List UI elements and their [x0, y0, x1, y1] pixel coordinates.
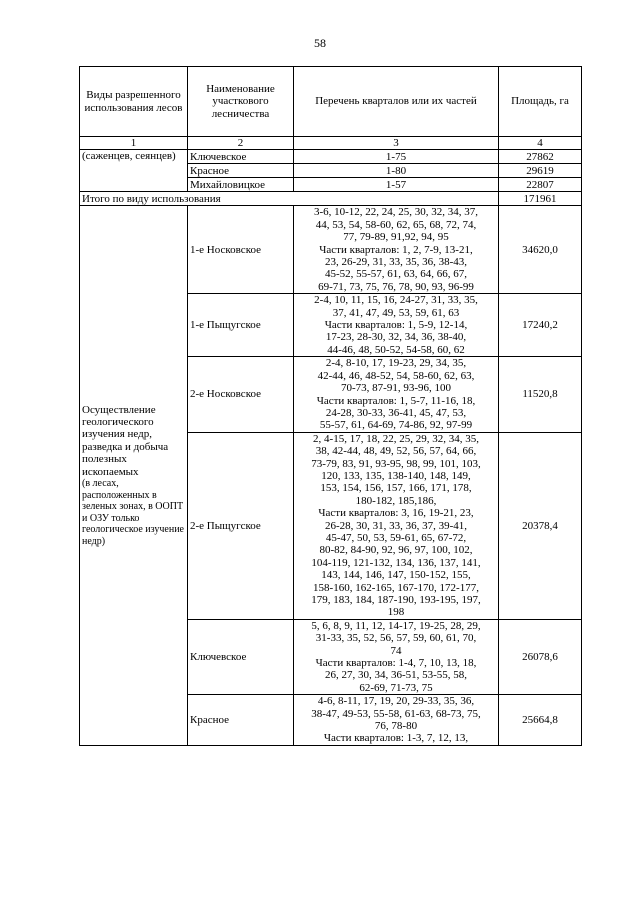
table-header-row	[80, 67, 582, 137]
forestry-name: Красное	[188, 695, 294, 746]
usage-type-cell	[80, 206, 188, 745]
forestry-name: Ключевское	[188, 150, 294, 164]
column-number-row	[80, 137, 582, 150]
header-quarters: Перечень кварталов или их частей	[294, 67, 499, 137]
area-value: 22807	[499, 178, 582, 192]
quarters-list: 2, 4-15, 17, 18, 22, 25, 29, 32, 34, 35, 38, 42-44, 48, 49, 52, 56, 57, 64, 66, 73-79, 83, 91, 93-95, 98, 99, 101, 103, 120, 133, 135, 138-140, 148, 149, 153, 154, 156, 157, 166, 171, 178, 180-182, 185,186, Части кварталов: 3, 16, 19-21, 23, 26-28, 30, 31, 33, 36, 37, 39-41, 45-47, 50, 53, 59-61, 65, 67-72, 80-82, 84-90, 92, 96, 97, 100, 102, 104-119, 121-132, 134, 136, 137, 141, 143, 144, 146, 147, 150-152, 155, 158-160, 162-165, 167-170, 172-177, 179, 183, 184, 187-190, 193-195, 197, 198	[294, 432, 499, 619]
column-number: 3	[294, 137, 499, 150]
forestry-name: 1-е Носковское	[188, 206, 294, 294]
area-value: 17240,2	[499, 294, 582, 357]
usage-type-main: Осуществление геологического изучения недр, разведка и добыча полезных ископаемых	[82, 403, 169, 478]
quarters-list: 5, 6, 8, 9, 11, 12, 14-17, 19-25, 28, 29, 31-33, 35, 52, 56, 57, 59, 60, 61, 70, 74 Части кварталов: 1-4, 7, 10, 13, 18, 26, 27, 30, 34, 36-51, 53-55, 58, 62-69, 71-73, 75	[294, 619, 499, 694]
column-number: 4	[499, 137, 582, 150]
quarters-list: 1-57	[294, 178, 499, 192]
area-value: 29619	[499, 164, 582, 178]
forest-usage-table	[79, 66, 582, 746]
quarters-list: 1-80	[294, 164, 499, 178]
quarters-list: 1-75	[294, 150, 499, 164]
table-row	[80, 206, 582, 294]
usage-type-cell: (саженцев, сеянцев)	[80, 150, 188, 192]
area-value: 25664,8	[499, 695, 582, 746]
area-value: 20378,4	[499, 432, 582, 619]
area-value: 26078,6	[499, 619, 582, 694]
header-usage-type: Виды разрешенного использования лесов	[80, 67, 188, 137]
forestry-name: Михайловицкое	[188, 178, 294, 192]
forestry-name: 2-е Носковское	[188, 357, 294, 432]
area-value: 11520,8	[499, 357, 582, 432]
column-number: 1	[80, 137, 188, 150]
forestry-name: Красное	[188, 164, 294, 178]
page-number: 58	[314, 36, 326, 50]
subtotal-row	[80, 192, 582, 206]
usage-type-note: (в лесах, расположенных в зеленых зонах, в ООПТ и ОЗУ только геологическое изучение недр)	[82, 478, 184, 548]
area-value: 34620,0	[499, 206, 582, 294]
subtotal-area: 171961	[499, 192, 582, 206]
quarters-list: 3-6, 10-12, 22, 24, 25, 30, 32, 34, 37, 44, 53, 54, 58-60, 62, 65, 68, 72, 74, 77, 79-89, 91,92, 94, 95 Части кварталов: 1, 2, 7-9, 13-21, 23, 26-29, 31, 33, 35, 36, 38-43, 45-52, 55-57, 61, 63, 64, 66, 67, 69-71, 73, 75, 76, 78, 90, 93, 96-99	[294, 206, 499, 294]
forestry-name: 2-е Пыщугское	[188, 432, 294, 619]
quarters-list: 2-4, 8-10, 17, 19-23, 29, 34, 35, 42-44, 46, 48-52, 54, 58-60, 62, 63, 70-73, 87-91, 93-96, 100 Части кварталов: 1, 5-7, 11-16, 18, 24-28, 30-33, 36-41, 45, 47, 53, 55-57, 61, 64-69, 74-86, 92, 97-99	[294, 357, 499, 432]
area-value: 27862	[499, 150, 582, 164]
quarters-list: 2-4, 10, 11, 15, 16, 24-27, 31, 33, 35, 37, 41, 47, 49, 53, 59, 61, 63 Части кварталов: 1, 5-9, 12-14, 17-23, 28-30, 32, 34, 36, 38-40, 44-46, 48, 50-52, 54-58, 60, 62	[294, 294, 499, 357]
header-forestry: Наименование участкового лесничества	[188, 67, 294, 137]
forestry-name: 1-е Пыщугское	[188, 294, 294, 357]
subtotal-label: Итого по виду использования	[80, 192, 499, 206]
header-area: Площадь, га	[499, 67, 582, 137]
forestry-name: Ключевское	[188, 619, 294, 694]
column-number: 2	[188, 137, 294, 150]
quarters-list: 4-6, 8-11, 17, 19, 20, 29-33, 35, 36, 38-47, 49-53, 55-58, 61-63, 68-73, 75, 76, 78-80 Части кварталов: 1-3, 7, 12, 13,	[294, 695, 499, 746]
table-row	[80, 150, 582, 164]
